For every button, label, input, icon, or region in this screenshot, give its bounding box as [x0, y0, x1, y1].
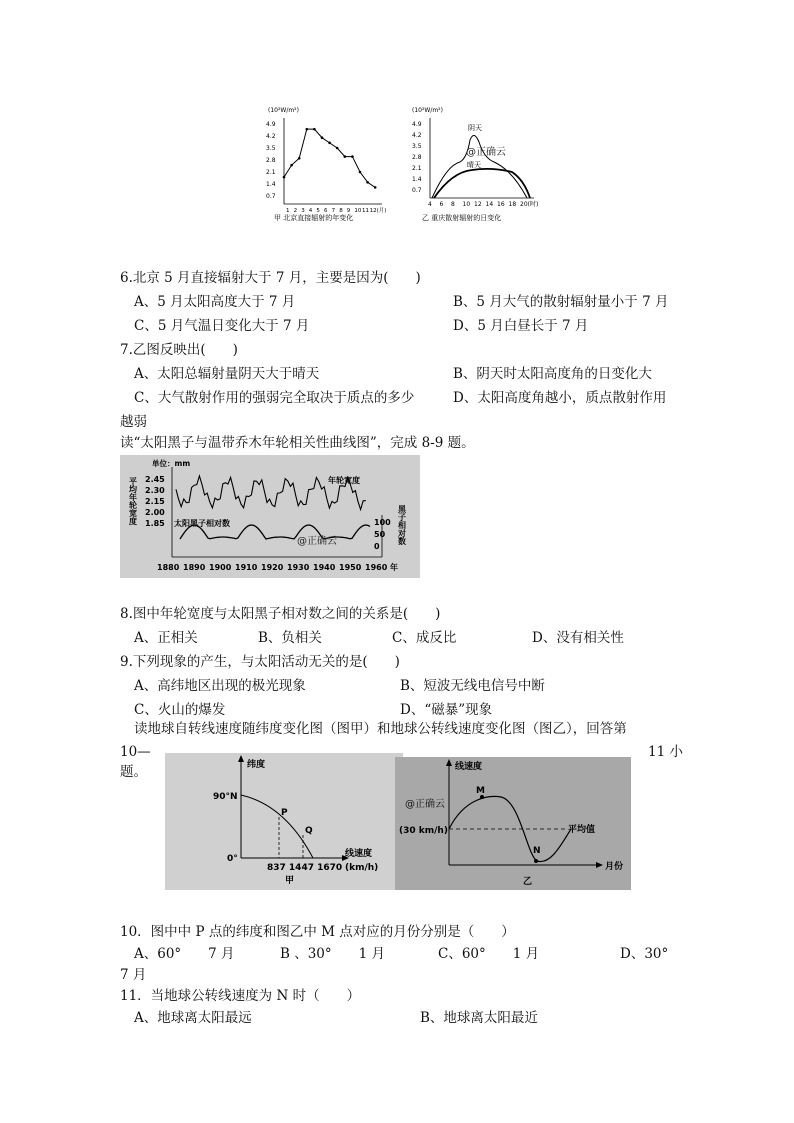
figure3-right-xlabel: 月份: [605, 862, 624, 872]
figure1-right-sunny-curve: [434, 169, 530, 198]
q8-option-a[interactable]: A、正相关: [134, 630, 198, 646]
figure3-right-watermark: @正确云: [405, 799, 445, 810]
q10-option-d-continued: 7 月: [120, 967, 147, 983]
q8-stem: 8.图中年轮宽度与太阳黑子相对数之间的关系是( ): [120, 606, 441, 622]
figure1-right-xtick: 16: [497, 201, 505, 208]
figure2-xtick: 1880: [157, 563, 180, 572]
q10-option-b[interactable]: B 、30° 1 月: [280, 946, 386, 962]
figure2-xtick: 1960: [365, 563, 388, 572]
figure1-left-point: [283, 176, 286, 179]
intro-10-11-line2-right: 11 小: [648, 744, 683, 760]
q7-stem: 7.乙图反映出( ): [120, 342, 238, 358]
q11-option-b[interactable]: B、地球离太阳最近: [420, 1010, 538, 1026]
figure2-xtick: 1930: [287, 563, 310, 572]
q6-option-c[interactable]: C、5 月气温日变化大于 7 月: [134, 318, 310, 334]
figure1-left-point: [313, 128, 316, 131]
figure1-right-label-cloudy: 阴天: [468, 124, 482, 132]
q9-option-b[interactable]: B、短波无线电信号中断: [400, 678, 545, 694]
q11-option-a[interactable]: A、地球离太阳最远: [134, 1010, 252, 1026]
figure1-left-xtick: 6: [324, 208, 328, 214]
figure3-left-point-p: P: [281, 808, 288, 818]
figure1-left-point: [321, 136, 324, 139]
figure1-right-xtick: 6: [439, 201, 444, 208]
figure2-ytick-right: 50: [374, 530, 386, 539]
q10-option-d[interactable]: D、30°: [620, 946, 669, 962]
figure2-unit: 单位：mm: [152, 459, 191, 468]
figure3-right-point-n: N: [533, 846, 541, 856]
q10-stem: 10．图中中 P 点的纬度和图乙中 M 点对应的月份分别是（ ）: [120, 924, 515, 940]
figure1-left-point: [298, 157, 301, 160]
figure2-xtick: 1920: [261, 563, 284, 572]
figure1-left-ytick: 4.2: [266, 133, 276, 140]
figure2-ytick-left: 2.15: [145, 497, 165, 506]
figure1-left-xtick: 1: [286, 208, 290, 214]
figure1-left-xtick: 8: [339, 208, 343, 214]
q10-option-a[interactable]: A、60° 7 月: [134, 946, 235, 962]
q7-option-d[interactable]: D、太阳高度角越小，质点散射作用: [453, 390, 667, 406]
figure1-right-xtick: 20(时): [520, 201, 539, 208]
figure1-left-point: [328, 142, 331, 145]
q7-option-c[interactable]: C、大气散射作用的强弱完全取决于质点的多少: [134, 390, 415, 406]
figure2-xtick: 1890: [183, 563, 206, 572]
q9-stem: 9.下列现象的产生，与太阳活动无关的是( ): [120, 654, 400, 670]
figure1-left-ytick: 1.4: [266, 181, 276, 188]
figure1-right-ytick: 4.2: [412, 132, 422, 139]
figure1-left-point: [351, 155, 354, 158]
figure1-left-point: [359, 171, 362, 174]
figure1-left-xtick: 9: [346, 208, 351, 214]
intro-10-11-line2-left: 10—: [120, 744, 151, 760]
figure2-xunit: 年: [390, 563, 398, 572]
figure3-left-caption: 甲: [285, 876, 295, 886]
figure1-right-xtick: 14: [485, 201, 494, 208]
figure2-xtick: 1940: [313, 563, 336, 572]
figure2-xtick: 1950: [339, 563, 362, 572]
figure2-watermark: @正确云: [297, 536, 337, 547]
intro-10-11-line3: 题。: [120, 764, 147, 780]
figure1-left-chart: [266, 107, 386, 222]
q6-stem: 6.北京 5 月直接辐射大于 7 月，主要是因为( ): [120, 270, 421, 286]
figure2-xtick: 1900: [209, 563, 232, 572]
figure1-left-point: [366, 181, 369, 184]
figure2-ytick-left: 1.85: [145, 519, 165, 528]
figure1-left-point: [290, 164, 293, 167]
figure1-right-ytick: 3.5: [412, 143, 422, 150]
figure2-series-tree: 年轮宽度: [328, 476, 360, 485]
figure2-ylabel-right: 黑子相对数: [397, 505, 407, 545]
figure1-left-point: [336, 147, 339, 150]
figure1-left-ytick: 2.8: [266, 157, 276, 164]
figure3-left-ylabel: 纬度: [247, 760, 266, 770]
figure1-left-ytick: 2.1: [266, 169, 276, 176]
figure1-right-unit: (10²W/m²): [412, 107, 443, 114]
figure1-left-ytick: 3.5: [266, 145, 276, 152]
figure1-left-ytick: 0.7: [266, 193, 276, 200]
figure1-left-xtick: 5: [316, 208, 320, 214]
figure1-left-xtick: 10: [354, 208, 362, 214]
figure1-right-ytick: 0.7: [412, 187, 422, 194]
figure3-right-caption: 乙: [523, 877, 533, 887]
figure1: [262, 100, 552, 230]
figure3-right-ylabel: 线速度: [455, 762, 483, 772]
q8-option-b[interactable]: B、负相关: [258, 630, 322, 646]
figure3-left-xunit: (km/h): [345, 863, 379, 873]
figure1-right-xtick: 8: [451, 201, 455, 208]
figure1-right-xtick: 12: [474, 201, 482, 208]
figure1-right-watermark: @正确云: [466, 147, 506, 158]
figure3-left-xticks: 837 1447 1670: [267, 863, 343, 873]
figure1-right-label-sunny: 晴天: [467, 161, 481, 169]
figure1-right-xtick: 18: [508, 201, 517, 208]
figure1-left-xtick: 11: [362, 208, 369, 214]
figure3-right-ytick: (30 km/h): [399, 826, 448, 836]
figure1-left-xtick: 12(月): [369, 208, 387, 214]
figure3-right: [395, 757, 631, 890]
figure1-left-xtick: 4: [308, 208, 313, 214]
figure1-right-ytick: 2.8: [412, 154, 422, 161]
figure2-ylabel-left: 平均年轮宽度: [128, 477, 138, 525]
q6-option-a[interactable]: A、5 月太阳高度大于 7 月: [134, 294, 296, 310]
q9-option-d[interactable]: D、“磁暴”现象: [400, 702, 493, 718]
q7-option-d-continued: 越弱: [120, 414, 147, 430]
q10-option-c[interactable]: C、60° 1 月: [438, 946, 540, 962]
figure1-right-caption: 乙 重庆散射辐射的日变化: [422, 214, 502, 222]
figure1-left-xtick: 3: [301, 208, 305, 214]
figure1-right-xtick: 10: [462, 201, 471, 208]
figure1-right-ytick: 2.1: [412, 165, 422, 172]
q7-option-a[interactable]: A、太阳总辐射量阴天大于晴天: [134, 366, 320, 382]
figure1-left-xtick: 7: [331, 208, 336, 214]
figure2-ytick-left: 2.30: [145, 486, 165, 495]
figure1-right-ytick: 4.9: [412, 121, 422, 128]
figure2: [120, 455, 420, 578]
figure2-xtick: 1910: [235, 563, 258, 572]
q8-option-d[interactable]: D、没有相关性: [532, 630, 624, 646]
figure1-right-xtick: 4: [428, 201, 432, 208]
figure1-left-unit: (10²W/m²): [268, 107, 299, 114]
figure3-left: [165, 753, 403, 890]
figure1-left-caption: 甲 北京直接辐射的年变化: [274, 214, 354, 222]
figure2-ytick-left: 2.45: [145, 475, 165, 484]
figure1-left-point: [374, 186, 377, 189]
figure3-right-avg: 平均值: [568, 825, 596, 835]
figure2-ytick-left: 2.00: [145, 508, 165, 517]
intro-8-9: 读“太阳黑子与温带乔木年轮相关性曲线图”，完成 8-9 题。: [120, 435, 475, 451]
figure2-ytick-right: 100: [374, 518, 391, 527]
figure1-left-line: [284, 129, 375, 187]
q6-option-d[interactable]: D、5 月白昼长于 7 月: [453, 318, 589, 334]
figure1-left-point: [344, 155, 347, 158]
q7-option-b[interactable]: B、阴天时太阳高度角的日变化大: [453, 366, 652, 382]
figure2-ytick-right: 0: [374, 542, 380, 551]
intro-10-11-line1: 读地球自转线速度随纬度变化图（图甲）和地球公转线速度变化图（图乙），回答第: [134, 721, 627, 737]
figure1-left-point: [306, 128, 309, 131]
q9-option-c[interactable]: C、火山的爆发: [134, 702, 226, 718]
q8-option-c[interactable]: C、成反比: [392, 630, 457, 646]
figure3-right-point-m: M: [476, 786, 485, 796]
figure2-series-sun: 太阳黑子相对数: [174, 519, 230, 528]
q11-stem: 11．当地球公转线速度为 N 时（ ）: [120, 988, 361, 1004]
figure3-left-point-q: Q: [305, 826, 313, 836]
figure3-left-tick-0: 0°: [227, 854, 238, 864]
q9-option-a[interactable]: A、高纬地区出现的极光现象: [134, 678, 306, 694]
q6-option-b[interactable]: B、5 月大气的散射辐射量小于 7 月: [453, 294, 669, 310]
figure3-left-xlabel: 线速度: [345, 849, 373, 859]
figure3-left-tick-90: 90°N: [213, 792, 238, 802]
figure1-right-chart: [412, 107, 538, 222]
figure1-left-ytick: 4.9: [266, 121, 276, 128]
figure1-right-ytick: 1.4: [412, 176, 422, 183]
figure1-left-xtick: 2: [293, 208, 298, 214]
